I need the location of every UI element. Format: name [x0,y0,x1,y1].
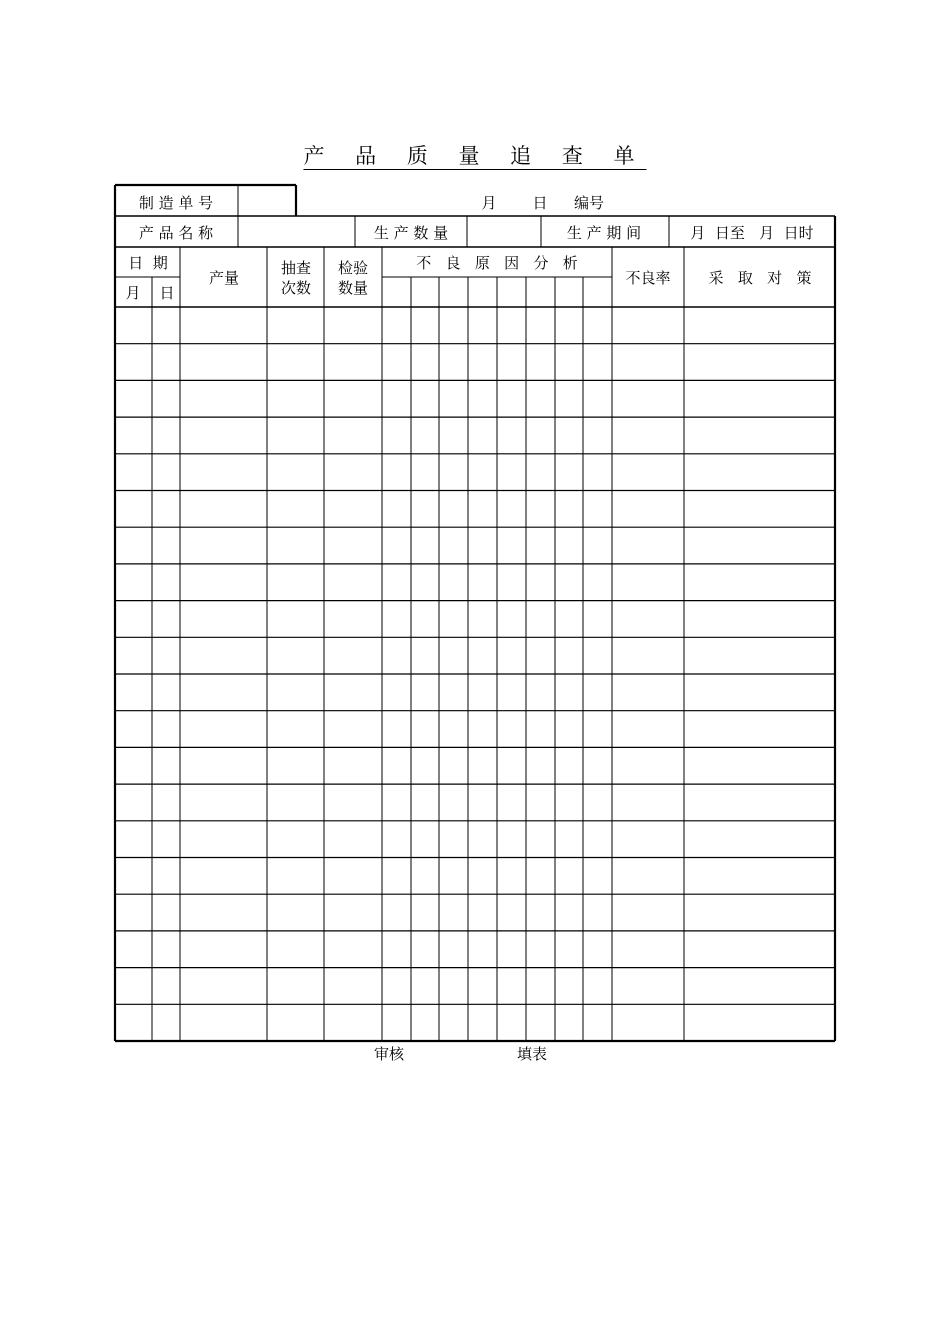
col-inspect-header-1: 检验 [337,259,369,277]
production-period-label: 生 产 期 间 [566,224,642,242]
col-output-header: 产量 [208,269,240,287]
col-inspect-header-2: 数量 [337,279,369,297]
product-name-label: 产 品 名 称 [138,224,214,242]
form-grid-lines [115,185,835,1041]
header-day-label: 日 [532,194,548,212]
col-measures-header: 采 取 对 策 [708,269,812,287]
col-date-header: 日 期 [128,254,168,272]
title-text: 产 品 质 量 追 查 单 [303,144,647,168]
production-qty-label: 生 产 数 量 [373,224,449,242]
col-defect-rate-header: 不良率 [625,269,671,287]
fill-form-label: 填表 [517,1045,548,1063]
order-no-label: 制 造 单 号 [138,194,214,212]
serial-no-label: 编号 [573,194,605,212]
col-sampling-header-2: 次数 [280,279,312,297]
col-defect-analysis-header: 不 良 原 因 分 析 [416,254,578,272]
header-month-label: 月 [481,194,497,212]
period-range-text: 月 日至 月 日时 [690,224,814,242]
review-label: 审核 [374,1045,405,1063]
col-month-header: 月 [125,284,141,302]
col-day-header: 日 [159,284,175,302]
col-sampling-header-1: 抽查 [280,259,312,277]
